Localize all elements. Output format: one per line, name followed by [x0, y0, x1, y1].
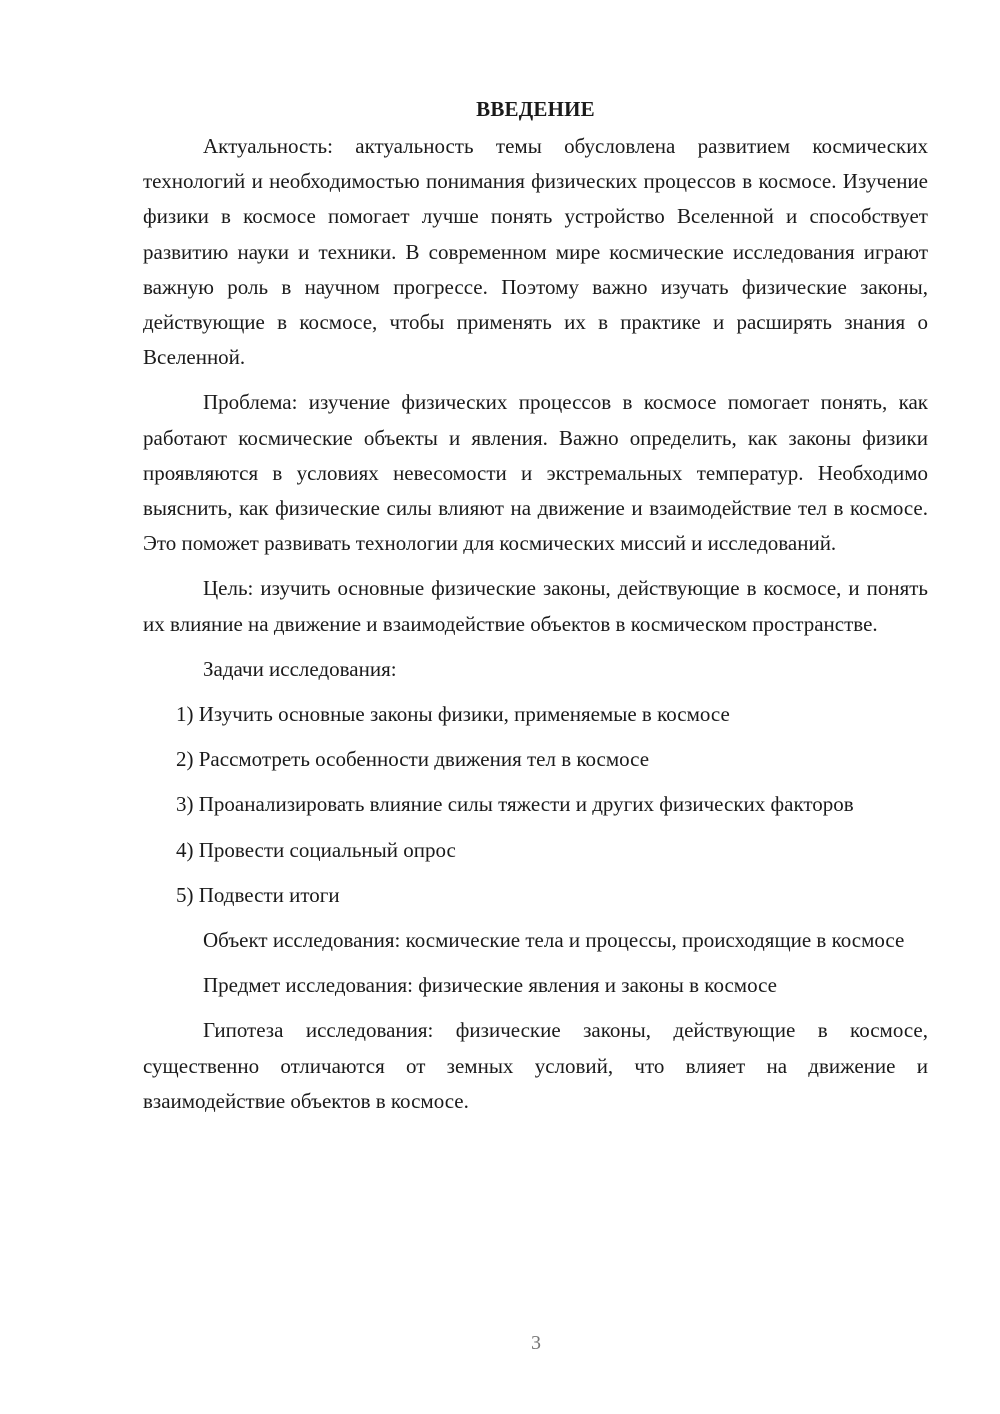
- task-item-1: 1) Изучить основные законы физики, применяемые в космосе: [176, 702, 730, 727]
- tasks-heading: Задачи исследования:: [203, 656, 397, 681]
- paragraph-subject: Предмет исследования: физические явления и законы в космосе: [203, 973, 777, 998]
- task-item-5: 5) Подвести итоги: [176, 882, 340, 907]
- task-item-2: 2) Рассмотреть особенности движения тел в космосе: [176, 747, 650, 772]
- task-item-3: 3) Проанализировать влияние силы тяжести и других физических факторов: [176, 792, 854, 817]
- page-number: 3: [531, 1332, 541, 1354]
- paragraph-relevance: Актуальность: актуальность темы обусловлена развитием космических технологий и необходимостью понимания физических процессов в космосе. Изучение физики в космосе помогает лучше понять устройство Вселенной и способствует развитию науки и техники. В современном мире космические исследования играют важную роль в научном прогрессе. Поэтому важно изучать физические законы, действующие в космосе, чтобы применять их в практике и расширять знания о Вселенной.: [143, 134, 928, 370]
- paragraph-problem: Проблема: изучение физических процессов в космосе помогает понять, как работают космические объекты и явления. Важно определить, как законы физики проявляются в условиях невесомости и экстремальных температур. Необходимо выяснить, как физические силы влияют на движение и взаимодействие тел в космосе. Это поможет развивать технологии для космических миссий и исследований.: [143, 390, 928, 556]
- paragraph-object: Объект исследования: космические тела и процессы, происходящие в космосе: [203, 928, 905, 953]
- page-title: ВВЕДЕНИЕ: [476, 97, 595, 121]
- paragraph-goal: Цель: изучить основные физические законы, действующие в космосе, и понять их влияние на движение и взаимодействие объектов в космическом пространстве.: [143, 576, 928, 636]
- task-item-4: 4) Провести социальный опрос: [176, 837, 456, 862]
- paragraph-hypothesis: Гипотеза исследования: физические законы, действующие в космосе, существенно отличаются от земных условий, что влияет на движение и взаимодействие объектов в космосе.: [143, 1018, 928, 1113]
- page-content: [143, 92, 928, 1129]
